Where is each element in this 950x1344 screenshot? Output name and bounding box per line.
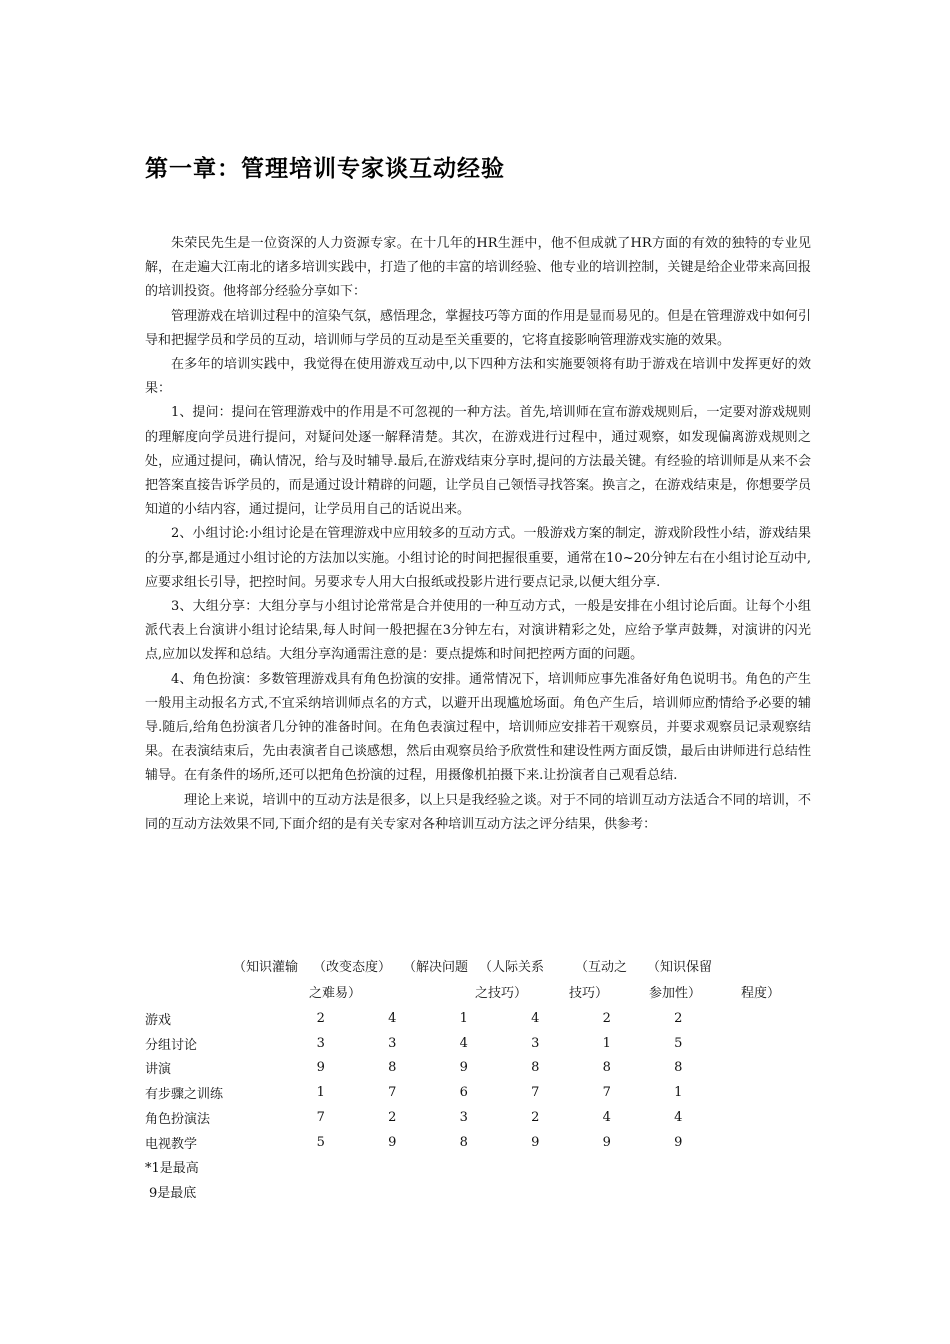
- header-knowledge: （知识灌输: [233, 960, 299, 975]
- score-cell: 1: [316, 1085, 325, 1101]
- table-row: [145, 1080, 714, 1105]
- method-name: 电视教学: [145, 1136, 198, 1152]
- paragraph-group-sharing: 3、大组分享：大组分享与小组讨论常常是合并使用的一种互动方式，一般是安排在小组讨论后面。让每个小组派代表上台演讲小组讨论结果,每人时间一般把握在3分钟左右，对演讲精彩之处，应给予掌声鼓舞，对演讲的闪光点,应加以发挥和总结。大组分享沟通需注意的是：要点提炼和时间把控两方面的问题。: [145, 599, 811, 663]
- score-table-header: [145, 956, 811, 1008]
- score-cell: 9: [531, 1134, 540, 1150]
- table-row: [145, 1031, 714, 1056]
- score-cell: 7: [602, 1085, 611, 1101]
- header-relations-2: 技巧）: [569, 986, 609, 1001]
- header-retention-2: 程度）: [741, 986, 781, 1001]
- score-cell: 8: [674, 1060, 683, 1076]
- score-cell: 4: [388, 1010, 397, 1026]
- header-problem: （解决问题: [403, 960, 469, 975]
- header-interaction: （互动之: [575, 960, 628, 975]
- score-cell: 7: [388, 1085, 397, 1101]
- score-cell: 2: [602, 1010, 611, 1026]
- score-cell: 4: [531, 1010, 540, 1026]
- score-cell: 5: [316, 1134, 325, 1150]
- paragraph-games: 管理游戏在培训过程中的渲染气氛，感悟理念，掌握技巧等方面的作用是显而易见的。但是在管理游戏中如何引导和把握学员和学员的互动，培训师与学员的互动是至关重要的，它将直接影响管理游戏实施的效果。: [145, 308, 811, 348]
- note-lowest: 9是最底: [149, 1186, 197, 1201]
- score-cell: 8: [531, 1060, 540, 1076]
- header-interaction-2: 参加性）: [649, 986, 702, 1001]
- score-cell: 1: [602, 1035, 611, 1051]
- score-cell: 5: [674, 1035, 683, 1051]
- score-cell: 4: [674, 1110, 683, 1126]
- paragraph-questioning: 1、提问：提问在管理游戏中的作用是不可忽视的一种方法。首先,培训师在宣布游戏规则后，一定要对游戏规则的理解度向学员进行提问，对疑问处逐一解释清楚。其次，在游戏进行过程中，通过观察，如发现偏离游戏规则之处，应通过提问，确认情况，给与及时辅导.最后,在游戏结束分享时,提问的方法最关键。有经验的培训师是从来不会把答案直接告诉学员的，而是通过设计精辟的问题，让学员自己领悟寻找答案。换言之，在游戏结束是，你想要学员知道的小结内容，通过提问，让学员用自己的话说出来。: [145, 405, 811, 518]
- score-cell: 2: [388, 1110, 397, 1126]
- score-cell: 1: [459, 1010, 468, 1026]
- method-name: 分组讨论: [145, 1037, 198, 1053]
- method-name: 讲演: [145, 1062, 172, 1078]
- table-row: [145, 1006, 714, 1031]
- score-cell: 4: [602, 1110, 611, 1126]
- score-cell: 9: [388, 1134, 397, 1150]
- score-cell: 4: [459, 1035, 468, 1051]
- score-cell: 9: [316, 1060, 325, 1076]
- method-name: 角色扮演法: [145, 1112, 211, 1128]
- score-cell: 2: [531, 1110, 540, 1126]
- body-text: [145, 232, 811, 837]
- note-highest: *1是最高: [145, 1161, 199, 1176]
- table-row: [145, 1130, 714, 1155]
- score-cell: 8: [388, 1060, 397, 1076]
- chapter-title: 第一章：管理培训专家谈互动经验: [145, 156, 505, 182]
- score-cell: 9: [674, 1134, 683, 1150]
- score-cell: 8: [459, 1134, 468, 1150]
- paragraph-theory: 理论上来说，培训中的互动方法是很多，以上只是我经验之谈。对于不同的培训互动方法适合不同的培训，不同的互动方法效果不同,下面介绍的是有关专家对各种培训互动方法之评分结果，供参考：: [145, 792, 811, 832]
- score-cell: 7: [531, 1085, 540, 1101]
- score-cell: 3: [316, 1035, 325, 1051]
- paragraph-role-play: 4、角色扮演：多数管理游戏具有角色扮演的安排。通常情况下，培训师应事先准备好角色说明书。角色的产生一般用主动报名方式,不宜采纳培训师点名的方式，以避开出现尴尬场面。角色产生后，培训师应酌情给予必要的辅导.随后,给角色扮演者几分钟的准备时间。在角色表演过程中，培训师应安排若干观察员，并要求观察员记录观察结果。在表演结束后，先由表演者自己谈感想，然后由观察员给予欣赏性和建设性两方面反馈，最后由讲师进行总结性辅导。在有条件的场所,还可以把角色扮演的过程，用摄像机拍摄下来.让扮演者自己观看总结.: [145, 671, 811, 784]
- score-table: [145, 1006, 714, 1155]
- score-cell: 7: [316, 1110, 325, 1126]
- score-cell: 3: [459, 1110, 468, 1126]
- header-relations: （人际关系: [479, 960, 545, 975]
- score-cell: 3: [388, 1035, 397, 1051]
- header-retention: （知识保留: [647, 960, 713, 975]
- method-name: 游戏: [145, 1012, 172, 1028]
- score-cell: 3: [531, 1035, 540, 1051]
- method-name: 有步骤之训练: [145, 1087, 224, 1103]
- header-attitude: （改变态度）: [313, 960, 392, 975]
- table-row: [145, 1056, 714, 1081]
- score-cell: 1: [674, 1085, 683, 1101]
- paragraph-methods: 在多年的培训实践中，我觉得在使用游戏互动中,以下四种方法和实施要领将有助于游戏在培训中发挥更好的效果：: [145, 357, 811, 397]
- header-knowledge-2: 之难易）: [309, 986, 362, 1001]
- table-row: [145, 1105, 714, 1130]
- paragraph-intro: 朱荣民先生是一位资深的人力资源专家。在十几年的HR生涯中，他不但成就了HR方面的有效的独特的专业见解，在走遍大江南北的诸多培训实践中，打造了他的丰富的培训经验、他专业的培训控制，关键是给企业带来高回报的培训投资。他将部分经验分享如下：: [145, 236, 811, 300]
- score-cell: 9: [459, 1060, 468, 1076]
- score-cell: 2: [674, 1010, 683, 1026]
- score-notes: [145, 1156, 199, 1206]
- score-cell: 6: [459, 1085, 468, 1101]
- score-cell: 9: [602, 1134, 611, 1150]
- paragraph-group-discussion: 2、小组讨论:小组讨论是在管理游戏中应用较多的互动方式。一般游戏方案的制定，游戏阶段性小结，游戏结果的分享,都是通过小组讨论的方法加以实施。小组讨论的时间把握很重要，通常在10~20分钟左右在小组讨论互动中,应要求组长引导，把控时间。另要求专人用大白报纸或投影片进行要点记录,以便大组分享.: [145, 526, 811, 590]
- header-problem-2: 之技巧）: [475, 986, 528, 1001]
- score-cell: 2: [316, 1010, 325, 1026]
- score-cell: 8: [602, 1060, 611, 1076]
